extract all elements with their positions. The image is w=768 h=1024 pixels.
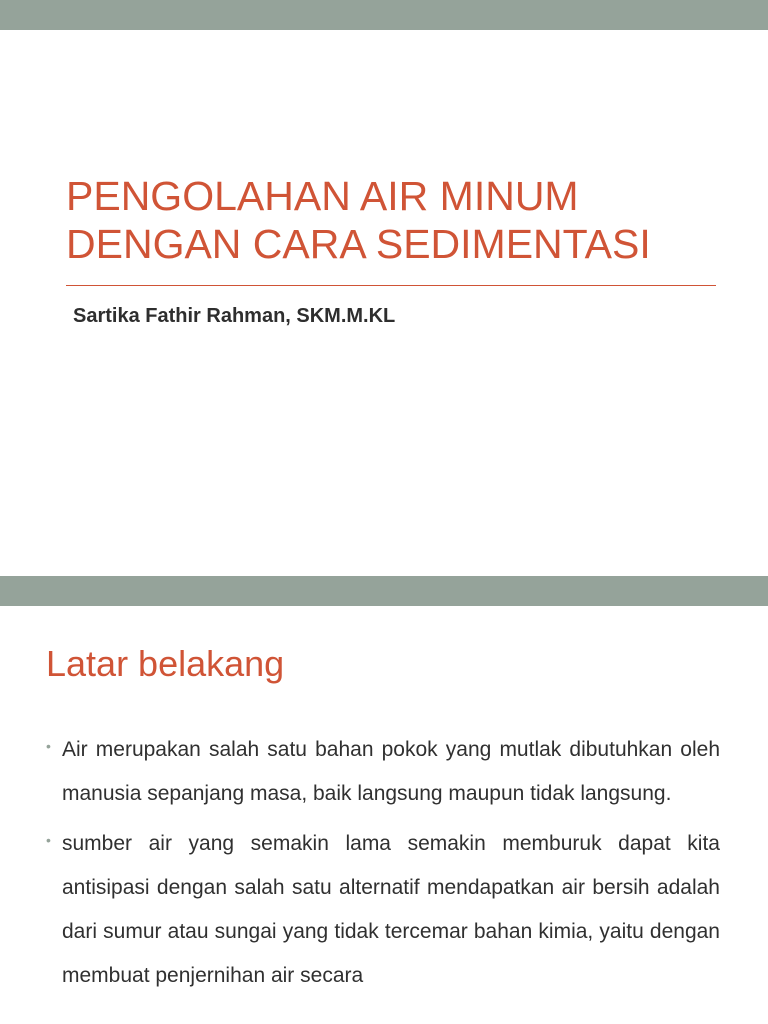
top-band [0,0,768,30]
slide1-subtitle: Sartika Fathir Rahman, SKM.M.KL [73,305,396,327]
title-divider [66,285,716,286]
slide2-title: Latar belakang [46,643,285,684]
slide1-title-line2: DENGAN CARA SEDIMENTASI [66,221,651,267]
slide1-title-line1: PENGOLAHAN AIR MINUM [66,173,579,219]
slide-separator-band [0,576,768,606]
bullet-dot-icon: • [46,832,51,848]
bullet-text-2: sumber air yang semakin lama semakin memburuk dapat kita antisipasi dengan salah satu alternatif mendapatkan air bersih adalah dari sumur atau sungai yang tidak tercemar bahan kimia, yaitu dengan membuat penjernihan air secara [62,832,720,987]
slide1-title [66,172,746,268]
bullet-item-1 [46,728,720,816]
bullet-text-1: Air merupakan salah satu bahan pokok yang mutlak dibutuhkan oleh manusia sepanjang masa, baik langsung maupun tidak langsung. [62,738,720,805]
bullet-list [46,728,720,1004]
bullet-item-2 [46,822,720,998]
bullet-dot-icon: • [46,738,51,754]
